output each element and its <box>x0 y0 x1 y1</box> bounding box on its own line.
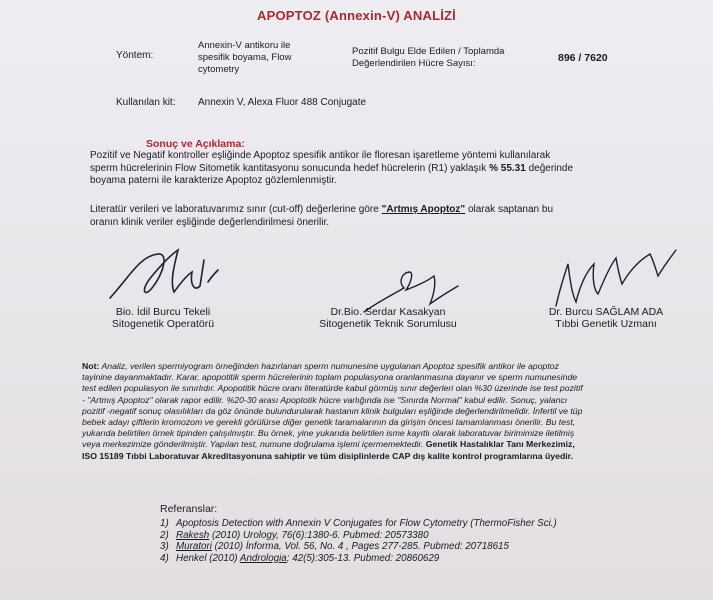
note-text: veya merkezimize gönderilmiştir. Yapılan test, numune doğrulama işlemi içermemektedir. <box>82 439 424 450</box>
signatory-1-name: Bio. İdil Burcu Tekeli <box>115 306 211 318</box>
accreditation-text: Genetik Hastalıklar Tanı Merkezimiz, <box>423 439 575 450</box>
reference-text: (2010) İnforma, Vol. 56, No. 4 , Pages 277-285. Pubmed: 20718615 <box>211 541 509 552</box>
reference-number: 2) <box>160 529 169 541</box>
reference-number: 4) <box>160 552 169 564</box>
reference-item <box>160 518 680 530</box>
method-value-line: Annexin-V antikoru ile <box>198 40 291 51</box>
recommendation-paragraph <box>90 204 650 229</box>
kit-value: Annexin V, Alexa Fluor 488 Conjugate <box>198 97 367 108</box>
result-line <box>90 163 650 176</box>
note-label: Not: <box>82 361 100 371</box>
signatory-1 <box>88 306 238 330</box>
recommendation-line: oranın klinik veriler eşliğinde değerlendirilmesi önerilir. <box>90 216 329 228</box>
recommendation-text: Literatür verileri ve laboratuvarımız sınır (cut-off) değerlerine göre <box>90 204 382 215</box>
note-line: test edilen populasyon ile sınırlıdır. Apopotitik hücre oranı literatürde kabul görmüş sınır değerleri olan %30 üzerinde ise test pozitif <box>82 383 583 394</box>
signatory-2 <box>298 306 478 330</box>
note-line: pozitif -negatif sonuç olasılıkları da göz önünde bulundurularak hastanın klinik bulguları eşliğinde değerlendirilmelidir. İnfertil ve tüp <box>82 405 583 416</box>
references-heading: Referanslar: <box>160 503 218 515</box>
note-line <box>82 439 694 450</box>
note-line <box>82 361 694 372</box>
ratio-value: 896 / 7620 <box>558 52 608 64</box>
ratio-label-line: Pozitif Bulgu Elde Edilen / Toplamda <box>352 46 505 57</box>
increased-apoptosis-label: "Artmış Apoptoz" <box>381 204 466 215</box>
signatory-1-role: Sitogenetik Operatörü <box>111 318 215 330</box>
method-value <box>198 40 348 76</box>
reference-item <box>160 530 680 542</box>
signatory-2-name: Dr.Bio. Serdar Kasakyan <box>330 306 446 318</box>
note-block <box>82 361 694 462</box>
signatory-3 <box>526 306 686 330</box>
method-label: Yöntem: <box>116 50 154 61</box>
result-line-text: değerinde <box>525 162 574 174</box>
reference-text: Henkel (2010) <box>176 552 240 564</box>
kit-label: Kullanılan kit: <box>116 97 176 108</box>
ratio-label-line: Değerlendirilen Hücre Sayısı: <box>352 58 476 69</box>
method-value-line: cytometry <box>198 64 240 75</box>
ratio-label <box>352 46 542 70</box>
references-list <box>160 518 680 564</box>
accreditation-line: ISO 15189 Tıbbi Laboratuvar Akreditasyonuna sahiptir ve tüm disiplinlerde CAP dış kalite kontrol programlarına üyedir. <box>82 450 573 461</box>
note-line: yukarıda belirtilen örnek tipinden çalışılmıştır. Bu örnek, yine yukarıda belirtilen isme kayıtlı olarak laboratuvar birimimize iletilmiş <box>82 428 575 439</box>
report-title: APOPTOZ (Annexin-V) ANALİZİ <box>257 8 456 23</box>
reference-item <box>160 553 680 565</box>
reference-text: Apoptosis Detection with Annexin V Conjugates for Flow Cytometry (ThermoFisher Sci.) <box>176 518 557 529</box>
result-line: Pozitif ve Negatif kontroller eşliğinde Apoptoz spesifik antikor ile floresan işaretleme yöntemi kullanılarak <box>90 150 551 161</box>
signatory-3-name: Dr. Burcu SAĞLAM ADA <box>548 306 664 318</box>
note-text: Analiz, verilen spermiyogram örneğinden hazırlanan sperm numunesine uygulanan Apoptoz spesifik antikor ile apoptoz <box>99 361 559 371</box>
result-percentage: % 55.31 <box>489 162 526 174</box>
result-paragraph <box>90 150 650 188</box>
result-line-text: sperm hücrelerinin Flow Sitometik kantitasyonu sonucunda hedef hücrelerin (R1) yaklaşık <box>90 162 487 174</box>
recommendation-text: olarak saptanan bu <box>465 204 554 215</box>
reference-text: ; 42(5):305-13. Pubmed: 20860629 <box>286 552 440 564</box>
reference-journal-link[interactable]: Andrologia <box>239 552 287 564</box>
reference-author-link[interactable]: Rakesh <box>176 529 210 541</box>
reference-text: (2010) Urology, 76(6):1380-6. Pubmed: 20573380 <box>209 529 429 541</box>
recommendation-line <box>90 204 650 217</box>
reference-number: 3) <box>160 541 169 552</box>
signatory-3-role: Tıbbi Genetik Uzmanı <box>555 318 657 330</box>
method-value-line: spesifik boyama, Flow <box>198 52 292 63</box>
signatory-2-role: Sitogenetik Teknik Sorumlusu <box>319 318 457 330</box>
reference-number: 1) <box>160 518 169 529</box>
reference-author-link[interactable]: Muratori <box>176 541 212 552</box>
reference-item <box>160 541 680 553</box>
note-line: tayinine dayanmaktadır. Karar, apopotitik sperm hücrelerinin toplam populasyona oranlanmasına dayanır ve sperm numunesinde <box>82 372 578 383</box>
result-line: boyama paterni ile karakterize Apoptoz gözlemlenmiştir. <box>90 175 337 186</box>
note-line: bebek adayı çiftlerin kromozom ve gerekli görülürse diğer genetik taramalarının da girişim öncesi tamamlanması önerilir. Bu test, <box>82 417 576 428</box>
note-line: - "Artmış Apoptoz" olarak rapor edilir. %20-30 arası Apoptotik hücre varlığında ise "Sınırda Normal" kabul edilir. Sonuç, yalancı <box>82 394 568 405</box>
result-heading: Sonuç ve Açıklama: <box>146 138 245 150</box>
